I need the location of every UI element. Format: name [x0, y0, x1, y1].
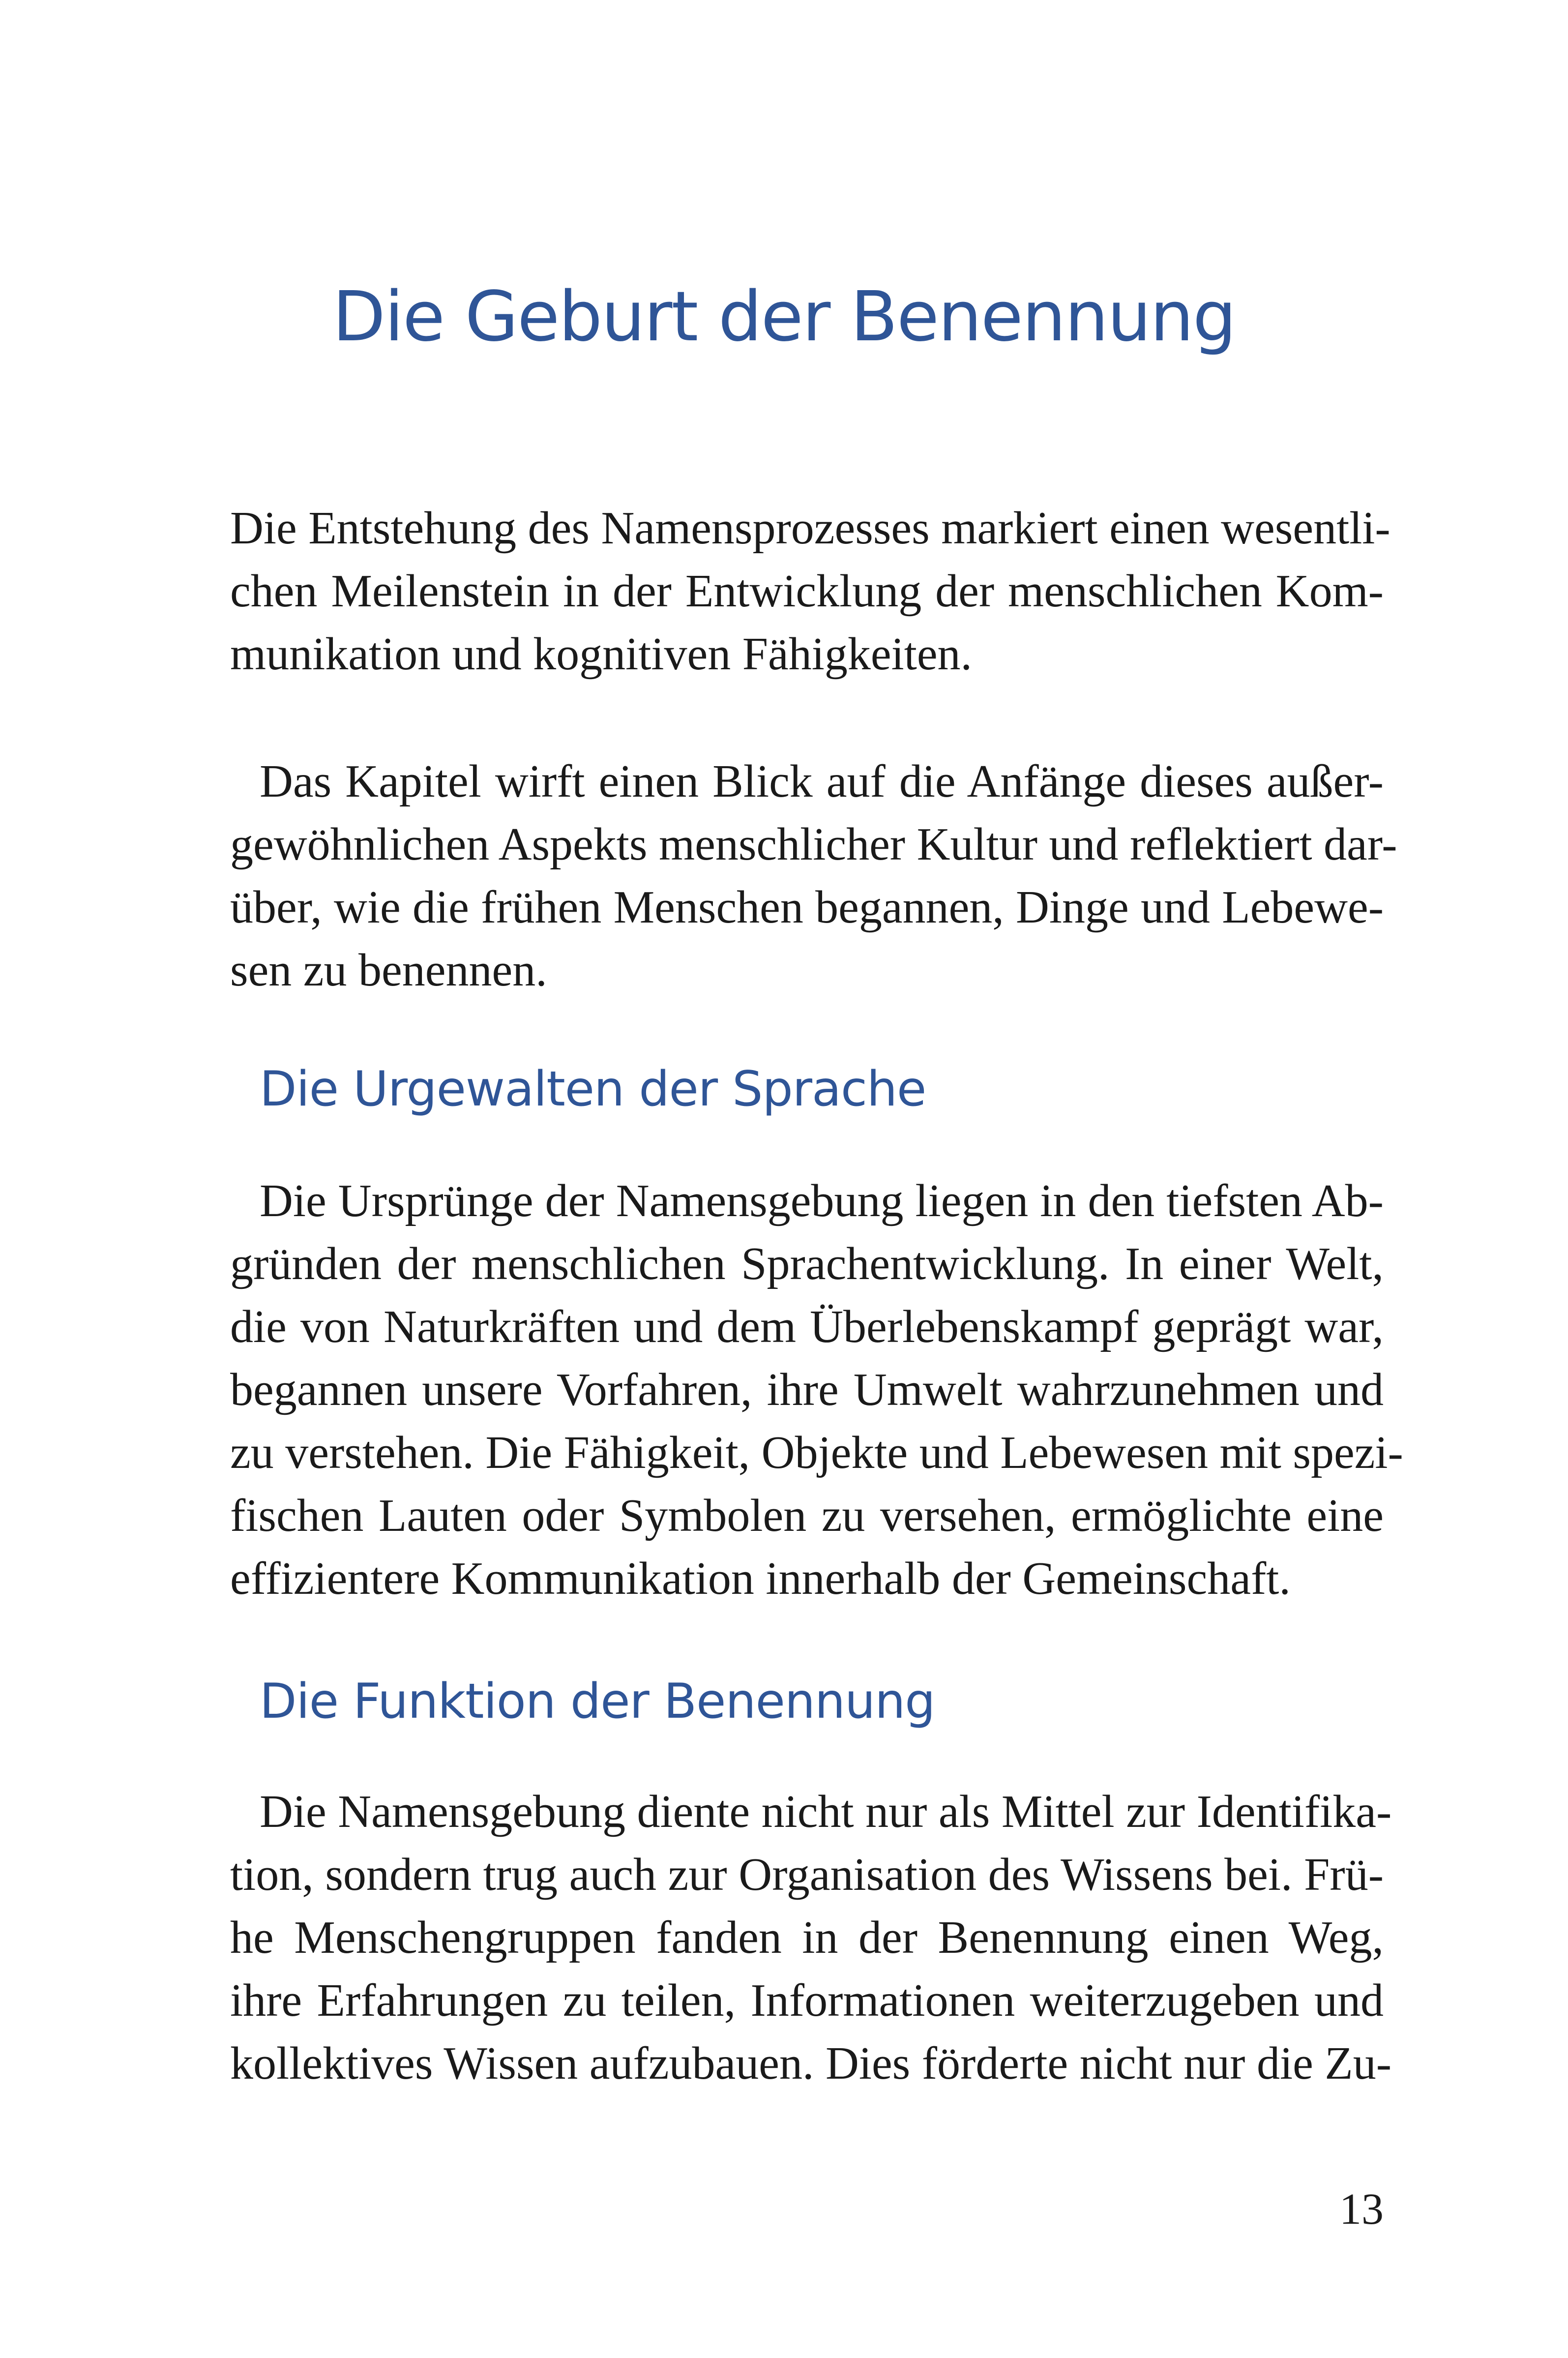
- chapter-title: Die Geburt der Benennung: [332, 277, 1236, 357]
- paragraph-line: gründen der menschlichen Sprachentwicklung. In einer Welt,: [230, 1238, 1384, 1289]
- paragraph-line: zu verstehen. Die Fähigkeit, Objekte und Lebewesen mit spezi-: [230, 1427, 1403, 1478]
- paragraph-line: Die Namensgebung diente nicht nur als Mittel zur Identifika-: [260, 1786, 1392, 1837]
- paragraph-line: die von Naturkräften und dem Überlebenskampf geprägt war,: [230, 1301, 1384, 1352]
- section-heading-urgewalten: Die Urgewalten der Sprache: [260, 1061, 926, 1117]
- intro-paragraph: [230, 497, 1390, 686]
- paragraph-line: sen zu benennen.: [230, 945, 547, 996]
- paragraph-line: ihre Erfahrungen zu teilen, Informationen weiterzugeben und: [230, 1975, 1384, 2026]
- paragraph-line: über, wie die frühen Menschen begannen, Dinge und Lebewe-: [230, 882, 1384, 933]
- section-heading-funktion: Die Funktion der Benennung: [260, 1673, 935, 1730]
- paragraph-line: effizientere Kommunikation innerhalb der Gemeinschaft.: [230, 1553, 1291, 1604]
- paragraph-line: fischen Lauten oder Symbolen zu versehen, ermöglichte eine: [230, 1490, 1384, 1541]
- paragraph-line: begannen unsere Vorfahren, ihre Umwelt wahrzunehmen und: [230, 1364, 1384, 1415]
- page-number: 13: [1339, 2185, 1384, 2234]
- paragraph-line: Das Kapitel wirft einen Blick auf die Anfänge dieses außer-: [260, 756, 1384, 807]
- paragraph-line: kollektives Wissen aufzubauen. Dies förderte nicht nur die Zu-: [230, 2038, 1392, 2089]
- paragraph-line: tion, sondern trug auch zur Organisation des Wissens bei. Frü-: [230, 1849, 1384, 1900]
- paragraph-line: Die Entstehung des Namensprozesses markiert einen wesentli-: [230, 503, 1390, 554]
- paragraph-line: he Menschengruppen fanden in der Benennung einen Weg,: [230, 1912, 1384, 1963]
- paragraph-line: chen Meilenstein in der Entwicklung der menschlichen Kom-: [230, 566, 1384, 617]
- paragraph-line: Die Ursprünge der Namensgebung liegen in den tiefsten Ab-: [260, 1175, 1384, 1226]
- section-1-paragraph: [230, 1169, 1403, 1610]
- paragraph-2: [230, 750, 1397, 1002]
- paragraph-line: gewöhnlichen Aspekts menschlicher Kultur und reflektiert dar-: [230, 819, 1397, 870]
- section-2-paragraph: [230, 1780, 1392, 2095]
- paragraph-line: munikation und kognitiven Fähigkeiten.: [230, 628, 973, 680]
